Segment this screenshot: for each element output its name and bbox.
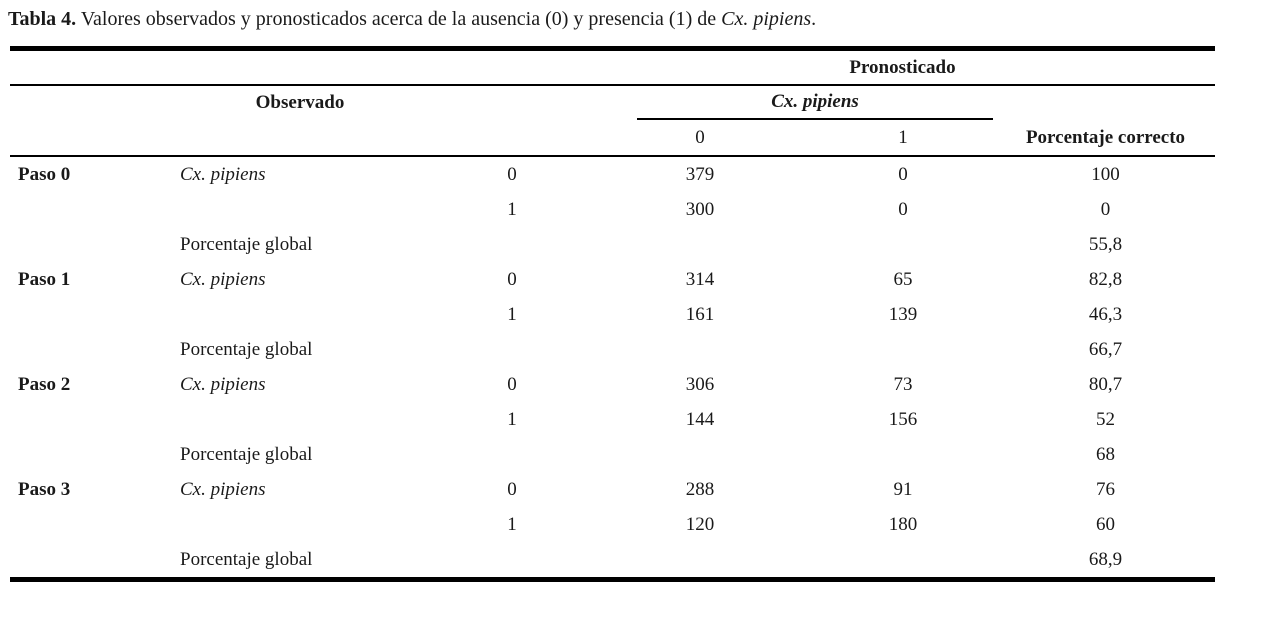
table-row xyxy=(10,507,1215,542)
row-label: Cx. pipiens xyxy=(180,373,266,395)
pred-1-value: 91 xyxy=(893,478,913,500)
pct-value: 76 xyxy=(1096,478,1115,500)
pred-1-value: 156 xyxy=(888,408,918,430)
header-spacer xyxy=(10,120,590,156)
table-row xyxy=(10,402,1215,437)
observado-header: Observado xyxy=(255,92,345,113)
pred-col-0-header: 0 xyxy=(590,120,810,156)
observed-value: 0 xyxy=(507,478,517,500)
pred-0-value: 288 xyxy=(685,478,715,500)
row-label: Porcentaje global xyxy=(180,443,313,465)
header-row-pronosticado xyxy=(10,49,1215,86)
pct-value: 66,7 xyxy=(1088,338,1123,360)
observed-value: 1 xyxy=(507,303,517,325)
observed-value: 1 xyxy=(507,408,517,430)
pred-0-value: 314 xyxy=(685,268,715,290)
row-label: Cx. pipiens xyxy=(180,163,266,185)
paso-cell xyxy=(10,507,172,542)
observed-value: 0 xyxy=(507,163,517,185)
row-label: Porcentaje global xyxy=(180,338,313,360)
table-caption-number: Tabla 4. xyxy=(8,8,77,30)
table-row xyxy=(10,156,1215,192)
header-row-columns xyxy=(10,120,1215,156)
pred-0-value xyxy=(590,542,810,580)
pred-0-value: 120 xyxy=(685,513,715,535)
paso-cell: Paso 2 xyxy=(18,373,71,395)
table-caption xyxy=(8,6,1272,32)
table-caption-species: Cx. pipiens xyxy=(721,8,812,30)
pred-1-value: 139 xyxy=(888,303,918,325)
row-label: Porcentaje global xyxy=(180,233,313,255)
paso-cell xyxy=(10,227,172,262)
pct-correct-header: Porcentaje correcto xyxy=(996,120,1215,156)
paso-cell: Paso 3 xyxy=(18,478,71,500)
table-row xyxy=(10,192,1215,227)
paso-cell xyxy=(10,192,172,227)
pct-value: 55,8 xyxy=(1088,233,1123,255)
header-spacer xyxy=(10,49,590,86)
pct-value: 46,3 xyxy=(1088,303,1123,325)
table-row xyxy=(10,297,1215,332)
row-label xyxy=(172,192,434,227)
table-row xyxy=(10,472,1215,507)
observed-value xyxy=(434,437,590,472)
paso-cell xyxy=(10,402,172,437)
row-label: Cx. pipiens xyxy=(180,268,266,290)
table-row xyxy=(10,262,1215,297)
paso-cell: Paso 0 xyxy=(18,163,71,185)
pred-0-value xyxy=(590,227,810,262)
pred-0-value: 306 xyxy=(685,373,715,395)
pred-1-value: 73 xyxy=(893,373,913,395)
observed-value: 1 xyxy=(507,513,517,535)
pred-1-value xyxy=(810,542,996,580)
pred-1-value xyxy=(810,332,996,367)
pred-0-value xyxy=(590,332,810,367)
paso-cell: Paso 1 xyxy=(18,268,71,290)
pred-1-value xyxy=(810,437,996,472)
row-label xyxy=(172,402,434,437)
pred-col-1-header: 1 xyxy=(810,120,996,156)
pred-0-value: 379 xyxy=(685,163,715,185)
pct-value: 82,8 xyxy=(1088,268,1123,290)
row-label: Porcentaje global xyxy=(180,548,313,570)
pct-value: 100 xyxy=(1091,163,1120,185)
pred-0-value xyxy=(590,437,810,472)
observed-value: 0 xyxy=(507,268,517,290)
pct-value: 68,9 xyxy=(1088,548,1123,570)
header-spacer xyxy=(996,85,1215,120)
table-caption-period: . xyxy=(811,8,817,30)
classification-table xyxy=(10,46,1215,582)
table-caption-text: Valores observados y pronosticados acerca de la ausencia (0) y presencia (1) de xyxy=(80,8,717,30)
paso-cell xyxy=(10,332,172,367)
observed-value: 0 xyxy=(507,373,517,395)
table-row xyxy=(10,367,1215,402)
observed-value xyxy=(434,332,590,367)
table-row xyxy=(10,437,1215,472)
row-label xyxy=(172,297,434,332)
table-row xyxy=(10,332,1215,367)
pronosticado-header: Pronosticado xyxy=(590,49,1215,86)
pred-0-value: 161 xyxy=(685,303,715,325)
pred-1-value: 180 xyxy=(888,513,918,535)
pct-value: 60 xyxy=(1096,513,1115,535)
observed-value xyxy=(434,542,590,580)
pred-1-value: 0 xyxy=(898,163,908,185)
table-row xyxy=(10,227,1215,262)
pred-1-value: 65 xyxy=(893,268,913,290)
header-row-observado xyxy=(10,85,1215,120)
pred-1-value: 0 xyxy=(898,198,908,220)
paso-cell xyxy=(10,542,172,580)
observed-value xyxy=(434,227,590,262)
pred-0-value: 144 xyxy=(685,408,715,430)
pred-1-value xyxy=(810,227,996,262)
species-header-cell xyxy=(590,85,996,120)
species-header: Cx. pipiens xyxy=(637,91,993,120)
observed-value: 1 xyxy=(507,198,517,220)
pct-value: 52 xyxy=(1096,408,1115,430)
pct-value: 0 xyxy=(1100,198,1111,220)
table-row xyxy=(10,542,1215,580)
row-label xyxy=(172,507,434,542)
row-label: Cx. pipiens xyxy=(180,478,266,500)
pct-value: 80,7 xyxy=(1088,373,1123,395)
paso-cell xyxy=(10,437,172,472)
paso-cell xyxy=(10,297,172,332)
pct-value: 68 xyxy=(1096,443,1115,465)
pred-0-value: 300 xyxy=(685,198,715,220)
